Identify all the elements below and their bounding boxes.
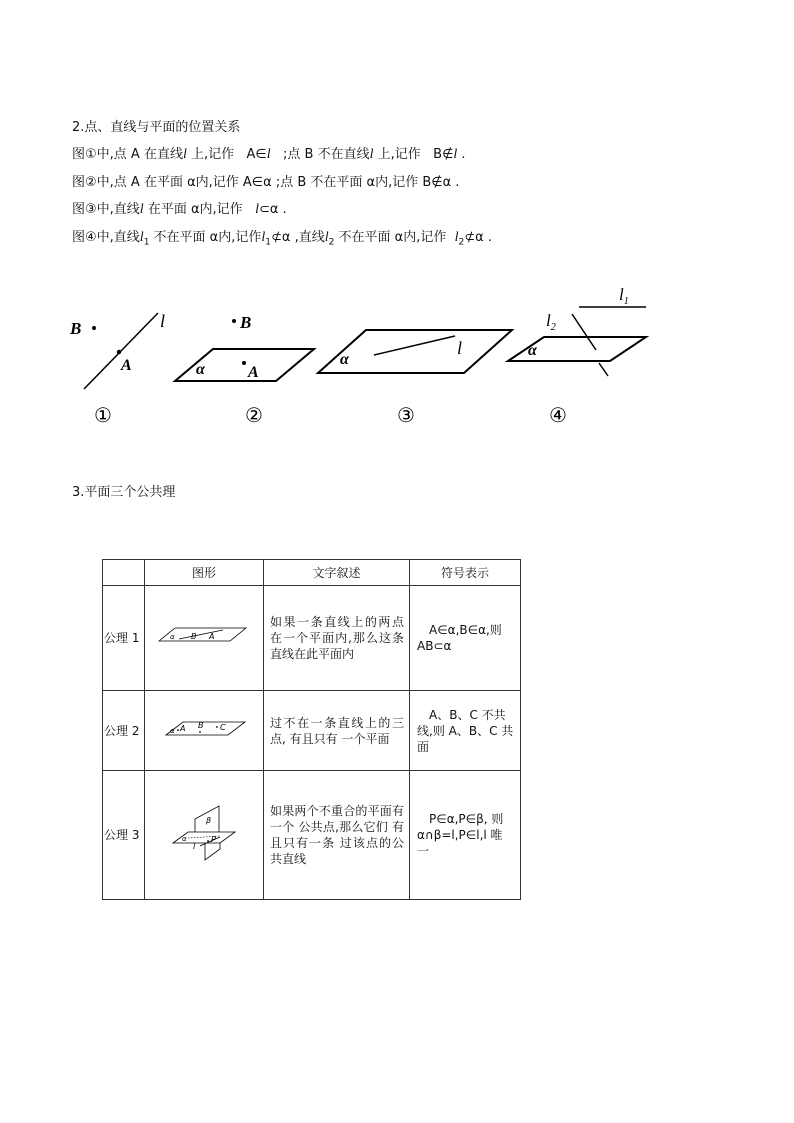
point-a-label: A [209, 632, 215, 641]
line-ab [179, 630, 223, 639]
header-cell: 图形 [145, 560, 264, 586]
table-row [103, 586, 521, 691]
point-a-dot [177, 729, 179, 731]
axiom-name: 公理 2 [103, 691, 145, 771]
point-b-label: B [198, 721, 204, 730]
alpha-label: α [170, 633, 175, 641]
point-p-label: P [211, 835, 216, 844]
point-a-label: A [121, 357, 132, 374]
axiom-symbol: A、B、C 不共线,则 A、B、C 共面 [410, 691, 521, 771]
axiom-description: 如果一条直线上的两点 在一个平面内,那么这条直线在此平面内 [264, 586, 410, 691]
axiom-figure [145, 586, 264, 691]
axiom-2-figure [145, 691, 263, 766]
header-cell: 文字叙述 [264, 560, 410, 586]
figure-4-caption: ④ [549, 405, 567, 427]
point-a-label: A [248, 364, 259, 381]
point-b-label: B [70, 319, 82, 338]
figure-4 [508, 285, 646, 376]
alpha-label: α [170, 727, 175, 735]
figure-3 [318, 330, 512, 373]
section-2-title: 2.点、直线与平面的位置关系 [72, 120, 241, 135]
figure-2-caption: ② [245, 405, 263, 427]
figure-1-description: 图①中,点 A 在直线l 上,记作 A∈l ;点 B 不在直线l 上,记作 B∉l . [72, 147, 466, 162]
line-l2-below [599, 363, 608, 376]
line-l [374, 336, 455, 355]
figure-3-caption: ③ [397, 405, 415, 427]
axiom-1-figure [145, 586, 263, 686]
table-row [103, 771, 521, 900]
line-l2-label: $l_2$ [546, 311, 556, 333]
plane-alpha-label: α [196, 361, 205, 378]
point-a-dot [117, 350, 121, 354]
point-a-dot [242, 361, 246, 365]
line-l [84, 313, 158, 389]
figure-2 [175, 313, 314, 381]
axioms-table [102, 559, 521, 900]
table-row [103, 691, 521, 771]
figure-1-caption: ① [94, 405, 112, 427]
point-b-dot [92, 326, 96, 330]
line-l-label: l [160, 311, 166, 331]
axiom-description: 过不在一条直线上的三点, 有且只有 一个平面 [264, 691, 410, 771]
line-l2-above [572, 314, 596, 350]
beta-label: β [206, 816, 212, 825]
table-header-row [103, 560, 521, 586]
point-p-dot [207, 840, 209, 842]
plane-alpha-label: α [340, 351, 349, 368]
axiom-description: 如果两个不重合的平面有 一个 公共点,那么它们 有且只有一条 过该点的公共直线 [264, 771, 410, 900]
axiom-3-figure [145, 771, 263, 895]
header-cell: 符号表示 [410, 560, 521, 586]
plane-beta-lower [205, 843, 220, 860]
figure-2-description: 图②中,点 A 在平面 α内,记作 A∈α ;点 B 不在平面 α内,记作 B∉α . [72, 175, 460, 190]
axiom-figure [145, 691, 264, 771]
point-b-dot [232, 319, 236, 323]
section-3-title: 3.平面三个公共理 [72, 485, 176, 500]
figure-3-description: 图③中,直线l 在平面 α内,记作 l⊂α . [72, 202, 287, 217]
point-b-label: B [191, 632, 197, 641]
plane-alpha-label: α [528, 342, 537, 359]
axiom-name: 公理 1 [103, 586, 145, 691]
axiom-symbol: P∈α,P∈β, 则α∩β=l,P∈l,l 唯一 [410, 771, 521, 900]
line-l1-label: $l_1$ [619, 285, 629, 307]
figure-1 [69, 311, 165, 389]
plane [166, 722, 245, 735]
point-c-label: C [220, 723, 226, 732]
line-l-label: l [193, 842, 196, 851]
point-b-dot [199, 731, 201, 733]
position-relation-figures [66, 284, 666, 434]
header-cell [103, 560, 145, 586]
intersection-line [200, 837, 220, 846]
point-b-label: B [240, 313, 252, 332]
line-l-label: l [457, 338, 463, 358]
axiom-symbol: A∈α,B∈α,则AB⊂α [410, 586, 521, 691]
point-a-label: A [180, 724, 186, 733]
alpha-label: α [182, 835, 187, 843]
axiom-figure [145, 771, 264, 900]
point-c-dot [216, 726, 218, 728]
axiom-name: 公理 3 [103, 771, 145, 900]
figure-4-description: 图④中,直线$l_1$ 不在平面 α内,记作$l_1⊄\alpha$ ,直线$l_2$ 不在平面 α内,记作 $l_2⊄\alpha$ . [72, 230, 492, 248]
